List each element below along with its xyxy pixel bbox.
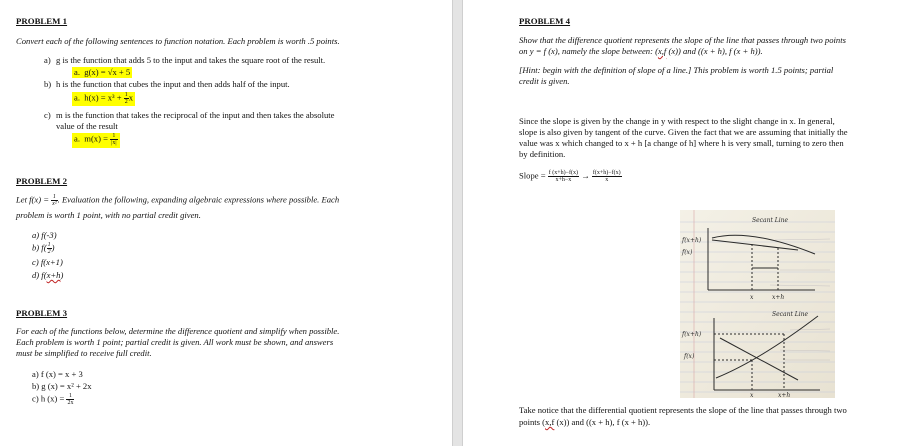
problem-1-a-answer: [72, 67, 132, 78]
fraction-numerator: 1: [47, 242, 51, 248]
problem-1-intro: Convert each of the following sentences to function notation. Each problem is worth .5 points.: [16, 36, 340, 46]
hw-f-xh: f(x+h): [682, 237, 702, 244]
closing-line-1: Take notice that the differential quotient represents the slope of the line that passes through two: [519, 405, 847, 415]
closing-start: points (: [519, 417, 546, 427]
item-end: ): [51, 242, 55, 253]
problem-3-intro-line-3: must be simplified to receive full credit.: [16, 348, 152, 358]
problem-1-a-label: a): [44, 55, 51, 65]
hw-fx-2: f(x): [684, 353, 695, 360]
answer-label: a.: [74, 67, 80, 77]
handwritten-notes-photo: [680, 210, 835, 398]
slope-fraction-1: [548, 170, 579, 183]
problem-4-hint-line-1: [Hint: begin with the definition of slope of a line.] This problem is worth 1.5 points; partial: [519, 65, 834, 75]
answer-expression: g(x) = √x + 5: [84, 67, 131, 77]
page-gap: [452, 0, 463, 446]
fraction-denominator: x: [605, 177, 609, 183]
closing-end: (x)) and ((x + h), f (x + h)).: [554, 417, 651, 427]
problem-4-hint-line-2: credit is given.: [519, 76, 570, 86]
problem-3-heading: PROBLEM 3: [16, 308, 68, 318]
hw-x: x: [750, 294, 754, 301]
answer-label: a.: [74, 133, 80, 144]
fraction-numerator: 1: [124, 92, 128, 98]
answer-expression-start: m(x) =: [84, 133, 108, 144]
slope-fraction-2: [592, 170, 622, 183]
fraction-numerator: f (x+h)−f(x): [548, 170, 578, 176]
item-fraction: [66, 393, 74, 406]
fraction-denominator: 2x: [67, 400, 74, 406]
problem-1-heading: PROBLEM 1: [16, 16, 68, 26]
problem-4-heading: PROBLEM 4: [519, 16, 571, 26]
slope-formula: [519, 170, 622, 188]
intro-end: (x)) and ((x + h), f (x + h)).: [666, 46, 763, 56]
fraction-denominator: x+h−x: [555, 177, 572, 183]
problem-2-intro-line-1: [16, 194, 339, 208]
hw-xh-2: x+h: [778, 392, 791, 398]
intro-start: Let f(x) =: [16, 194, 50, 205]
item-end: ): [60, 270, 64, 280]
item-start: c) h (x) =: [32, 393, 65, 404]
problem-3-intro-line-1: For each of the functions below, determine the difference quotient and simplify when possible.: [16, 326, 340, 336]
document-page-left: [0, 0, 452, 446]
answer-expression-end: x: [128, 92, 134, 103]
problem-2-a: a) f(-3): [32, 230, 57, 240]
problem-1-b-text: h is the function that cubes the input and then adds half of the input.: [56, 79, 290, 89]
problem-2-c: c) f(x+1): [32, 257, 63, 267]
problem-4-body-line-4: by definition.: [519, 149, 566, 159]
problem-4-intro-line-2: [519, 46, 763, 57]
answer-fraction: [110, 133, 117, 146]
problem-3-a: a) f (x) = x + 3: [32, 369, 83, 379]
fraction-numerator: 1: [52, 194, 56, 200]
problem-4-body-line-2: slope is also given by tangent of the curve. Given the fact that we are assuming that initially the: [519, 127, 848, 137]
problem-3-b: b) g (x) = x² + 2x: [32, 381, 92, 391]
problem-1-a-text: g is the function that adds 5 to the input and takes the square root of the result.: [56, 55, 326, 65]
problem-2-intro-line-2: problem is worth 1 point, with no partial credit given.: [16, 210, 201, 220]
document-page-right: [463, 0, 917, 446]
problem-1-c-text-line-2: value of the result: [56, 121, 118, 131]
fraction-numerator: f(x+h)−f(x): [592, 170, 621, 176]
problem-2-d: [32, 270, 63, 281]
fraction-denominator: |x|: [111, 140, 117, 146]
problem-4-body-line-3: value was x which changed to x + h [a change of h] where h is very small, turning to zero then: [519, 138, 844, 148]
notebook-sketch: [680, 210, 835, 398]
closing-underlined: x,f: [545, 417, 555, 427]
hw-top-label: Secant Line: [752, 217, 789, 224]
hw-f-xh-2: f(x+h): [682, 331, 702, 338]
problem-4-body-line-1: Since the slope is given by the change in y with respect to the slight change in x. In general,: [519, 116, 835, 126]
problem-3-c: [32, 393, 74, 407]
item-start: d) f(: [32, 270, 47, 280]
item-start: b) f(: [32, 242, 47, 253]
fraction-denominator: x²: [52, 201, 57, 207]
problem-1-c-label: c): [44, 110, 51, 120]
fraction-denominator: 2: [47, 249, 51, 255]
intro-start: on y = f (x), namely the slope between: (: [519, 46, 658, 56]
slope-label: Slope =: [519, 170, 546, 181]
problem-2-b: [32, 242, 54, 255]
problem-3-intro-line-2: Each problem is worth 1 point; partial credit is given. All work must be shown, and answers: [16, 337, 334, 347]
problem-2-heading: PROBLEM 2: [16, 176, 68, 186]
hw-fx: f(x): [682, 249, 693, 256]
arrow: →: [581, 170, 590, 181]
fraction-numerator: 1: [110, 133, 117, 140]
closing-line-2: [519, 417, 650, 428]
problem-1-c-answer: [72, 133, 120, 148]
problem-1-c-text-line-1: m is the function that takes the reciprocal of the input and then takes the absolute: [56, 110, 335, 120]
problem-1-b-answer: [72, 92, 135, 106]
item-underlined: x+h: [46, 270, 61, 280]
problem-1-b-label: b): [44, 79, 52, 89]
fraction-numerator: 1: [66, 393, 74, 400]
hw-xh: x+h: [772, 294, 785, 301]
problem-4-intro-line-1: Show that the difference quotient represents the slope of the line that passes through two points: [519, 35, 846, 45]
fraction-denominator: 2: [124, 99, 128, 105]
hw-x-2: x: [750, 392, 754, 398]
answer-label: a.: [74, 92, 80, 103]
hw-bottom-label: Secant Line: [772, 311, 809, 318]
answer-expression-start: h(x) = x³ +: [84, 92, 122, 103]
intro-underlined: x,f: [657, 46, 667, 56]
intro-end: . Evaluation the following, expanding algebraic expressions where possible. Each: [57, 194, 340, 205]
